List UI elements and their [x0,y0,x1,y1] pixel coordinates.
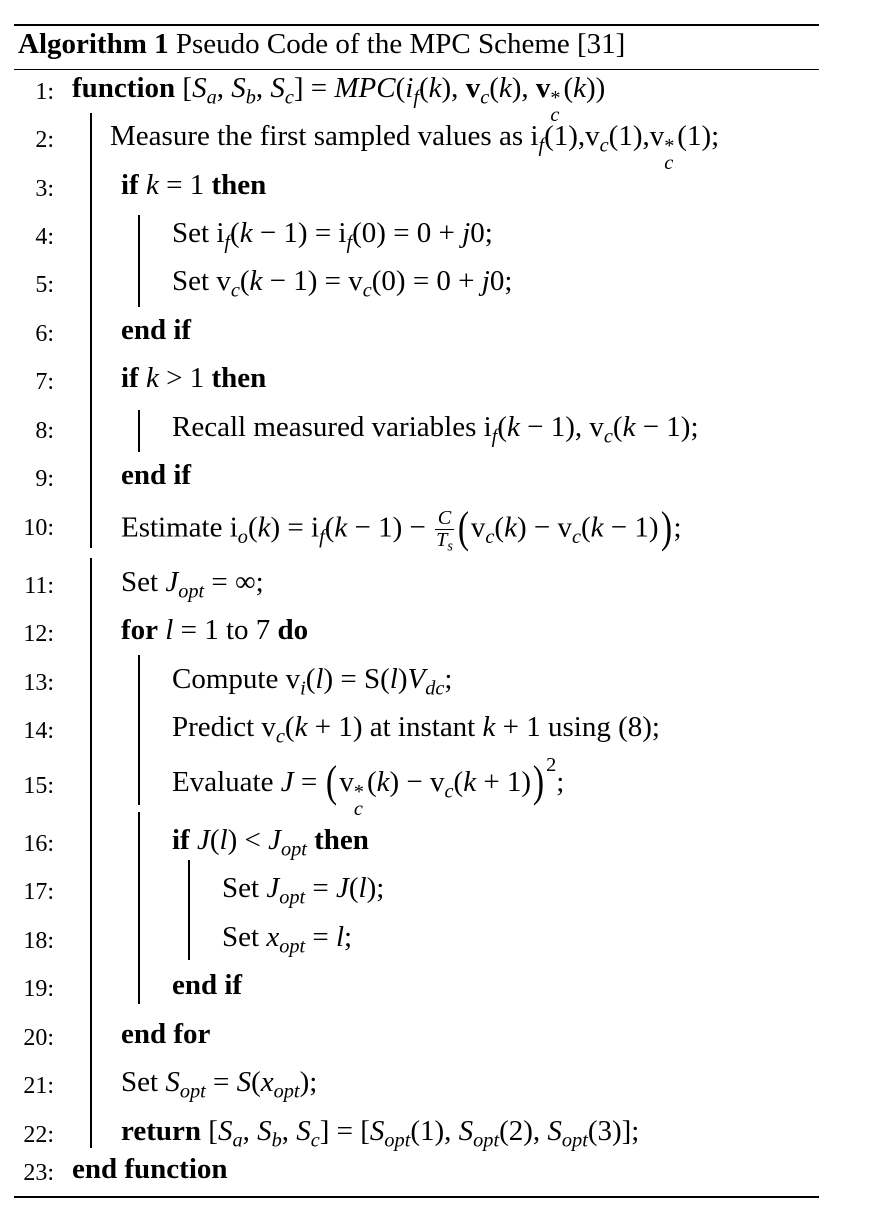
indent-bar [138,215,140,307]
line-number: 17: [23,879,54,905]
algorithm-line-7: if k > 1 then [121,362,267,394]
top-rule [14,24,819,26]
algorithm-line-13: Compute $v_i(l) = S(l)V_{dc}$; [172,663,453,700]
algorithm-line-18: Set $x_{opt} = l$; [222,921,353,958]
line-number: 4: [35,224,54,250]
algorithm-line-21: Set $S_{opt} = S(x_{opt})$; [121,1066,318,1103]
line-number: 1: [35,79,54,105]
line-number: 23: [23,1160,54,1186]
indent-bar [90,113,92,548]
line-number: 22: [23,1122,54,1148]
indent-bar [138,655,140,805]
algorithm-label: Algorithm 1 [18,28,169,60]
algorithm-line-6: end if [121,314,192,346]
algorithm-line-10: Estimate $i_o(k) = i_f(k - 1)$ − $\frac{C}{T_s}$ $(v_c(k) - v_c(k - 1))$; [121,501,682,555]
algorithm-line-17: Set $J_{opt} = J(l)$; [222,872,385,909]
algorithm-line-4: Set $i_f(k - 1) = i_f(0) = 0 + j0$; [172,217,493,254]
algorithm-line-8: Recall measured variables $i_f(k - 1)$, $v_c(k - 1)$; [172,411,699,448]
algorithm-line-14: Predict $v_c(k + 1)$ at instant k + 1 using (8); [172,711,660,748]
line-number: 12: [23,621,54,647]
algorithm-line-23: end function [72,1153,228,1185]
indent-bar [90,558,92,1148]
algorithm-line-16: if $J(l) < J_{opt}$ then [172,824,369,861]
algorithm-line-9: end if [121,459,192,491]
line-number: 5: [35,272,54,298]
line-number: 15: [23,773,54,799]
algorithm-line-5: Set $v_c(k - 1) = v_c(0) = 0 + j0$; [172,265,513,302]
bottom-rule [14,1196,819,1198]
line-number: 13: [23,670,54,696]
line-number: 9: [35,466,54,492]
line-number: 3: [35,176,54,202]
line-number: 21: [23,1073,54,1099]
algorithm-line-22: return [$S_a$, $S_b$, $S_c] = [S_{opt}(1)$, $S_{opt}(2)$, $S_{opt}(3)$]; [121,1115,640,1152]
algorithm-title: Pseudo Code of the MPC Scheme [31] [175,28,626,60]
algorithm-line-19: end if [172,969,243,1001]
algorithm-caption [18,28,625,61]
line-number: 18: [23,928,54,954]
line-number: 2: [35,127,54,153]
line-number: 14: [23,718,54,744]
algorithm-line-12: for l = 1 to 7 do [121,614,309,646]
line-number: 16: [23,831,54,857]
line-number: 8: [35,418,54,444]
indent-bar [138,812,140,1004]
indent-bar [188,860,190,960]
algorithm-line-15: Evaluate J = (v * c $(k) - v_c(k + 1))^2$; [172,753,565,821]
algorithm-line-1: function [$S_a$, $S_b$, $S_c] = MPC(i_f(k)$, $v_c(k)$, v * c (k)) [72,72,606,127]
line-number: 10: [23,515,54,541]
line-number: 19: [23,976,54,1002]
algorithm-line-3: if k = 1 then [121,169,267,201]
line-number: 11: [24,573,54,599]
line-number: 7: [35,369,54,395]
line-number: 6: [35,321,54,347]
algorithm-line-2: Measure the first sampled values as $i_f(1),v_c(1),v$ * c (1); [110,120,720,175]
algorithm-line-20: end for [121,1018,211,1050]
indent-bar [138,410,140,452]
algorithm-line-11: Set $J_{opt}$ = ∞; [121,566,264,603]
caption-rule [14,69,819,70]
line-number: 20: [23,1025,54,1051]
